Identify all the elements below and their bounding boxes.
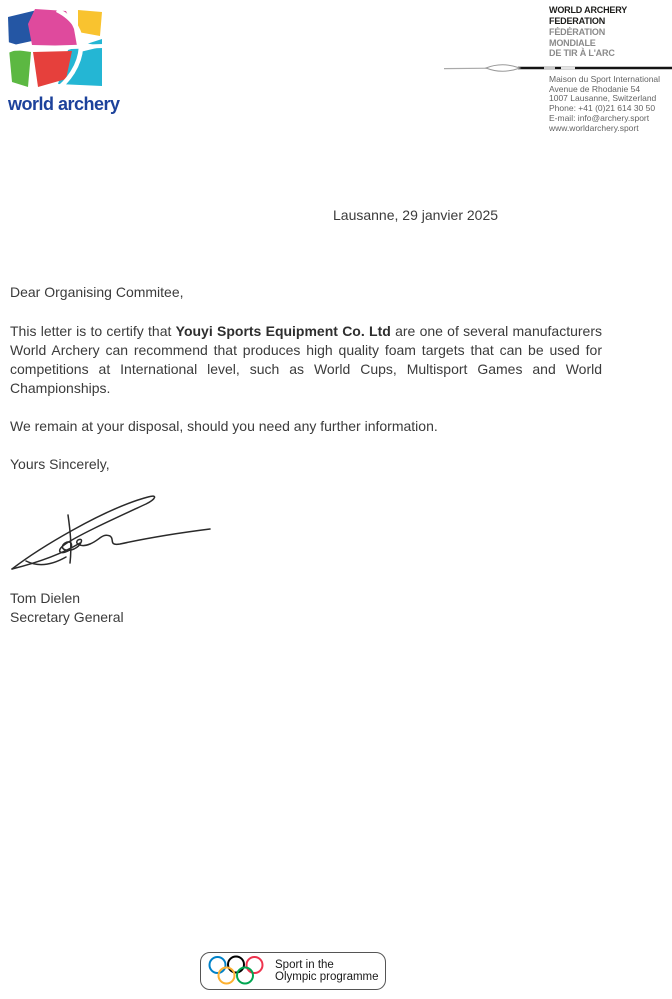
logo-wordmark: world archery: [8, 94, 120, 114]
olympic-badge-line: Sport in the: [275, 958, 334, 971]
certify-text-after: are one of several manufacturers World Archery can recommend that produces high quality foam targets that can be used for competitions at International level, such as World Cups, Multisport Games and World Championships.: [10, 323, 603, 396]
signer-block: [10, 589, 124, 627]
company-name: Youyi Sports Equipment Co. Ltd: [175, 323, 391, 339]
federation-name-line: MONDIALE: [549, 37, 596, 49]
closing-line: Yours Sincerely,: [10, 456, 110, 472]
olympic-badge-line: Olympic programme: [275, 971, 379, 983]
certification-paragraph: [10, 322, 602, 398]
arrow-shaft-segment: [544, 67, 555, 69]
signature-stroke: [12, 496, 210, 569]
address-line: E-mail: info@archery.sport: [549, 112, 650, 123]
date-line: Lausanne, 29 janvier 2025: [333, 207, 499, 223]
address-line: www.worldarchery.sport: [549, 122, 639, 133]
logo-green-shape: [9, 49, 31, 87]
olympic-badge: [200, 952, 386, 990]
federation-name-line: FEDERATION: [549, 15, 606, 27]
federation-name-fr: [549, 28, 663, 60]
ring-blue: [210, 957, 226, 973]
address-line: Phone: +41 (0)21 614 30 50: [549, 103, 656, 114]
federation-name-line: FÉDÉRATION: [549, 27, 606, 38]
signature-stroke: [12, 543, 80, 569]
ring-yellow: [219, 968, 235, 984]
signature-stroke: [68, 515, 71, 563]
address-block: [549, 75, 671, 133]
address-line: 1007 Lausanne, Switzerland: [549, 93, 657, 104]
salutation: Dear Organising Commitee,: [10, 284, 184, 300]
ring-green: [237, 968, 253, 984]
arrow-fletching: [486, 65, 520, 72]
disposal-paragraph: We remain at your disposal, should you need any further information.: [10, 418, 438, 434]
federation-name-line: DE TIR À L'ARC: [549, 48, 615, 59]
olympic-rings-icon: [208, 955, 266, 987]
address-line: Avenue de Rhodanie 54: [549, 83, 641, 94]
address-line: Maison du Sport International: [549, 74, 661, 84]
signer-title: Secretary General: [10, 609, 124, 625]
federation-name-en: [549, 6, 663, 27]
signer-name: Tom Dielen: [10, 590, 81, 606]
logo-yellow-shape: [78, 10, 102, 36]
ring-red: [247, 957, 263, 973]
world-archery-logo-icon: [8, 9, 103, 95]
logo-magenta-shape: [28, 9, 77, 46]
letter-body: [10, 283, 602, 474]
certify-text-before: This letter is to certify that: [10, 323, 176, 339]
federation-name-line: WORLD ARCHERY: [549, 5, 628, 16]
ring-black: [228, 957, 244, 973]
signature: [8, 487, 213, 575]
federation-name-block: [549, 6, 669, 60]
olympic-badge-text: [275, 959, 379, 984]
arrow-shaft-segment: [561, 67, 575, 69]
